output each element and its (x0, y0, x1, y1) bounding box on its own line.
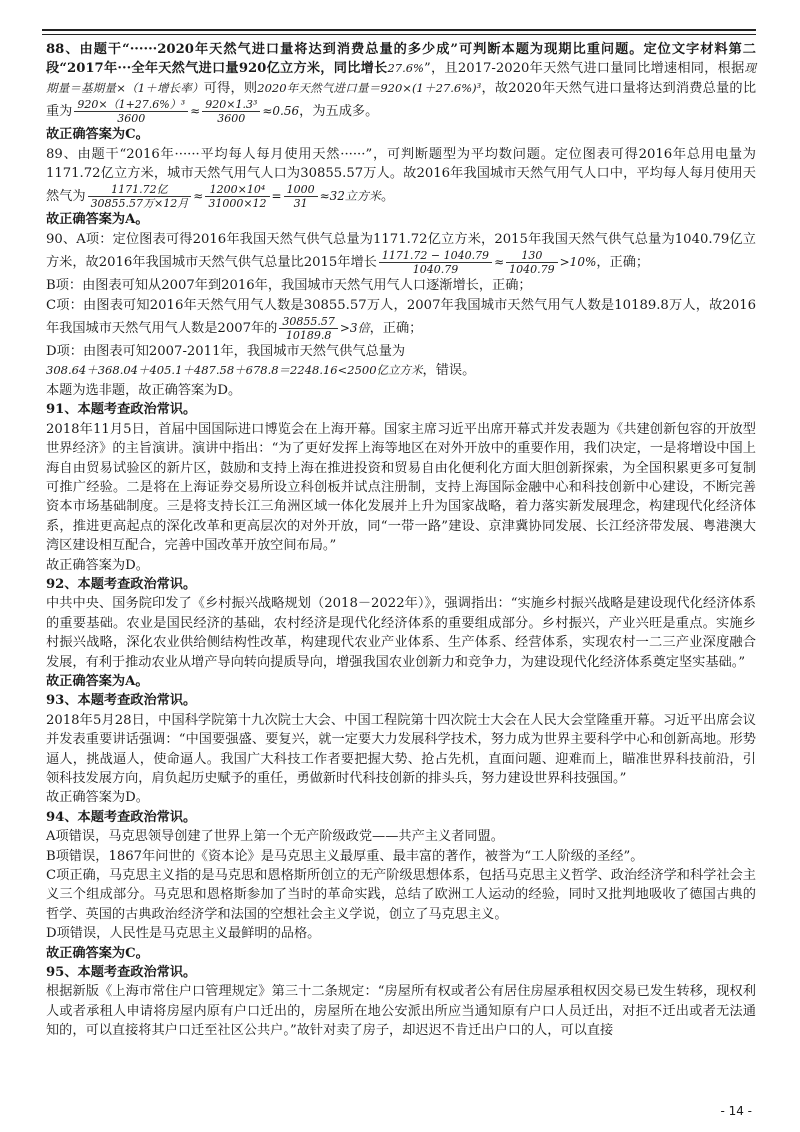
q94-heading: 94、本题考查政治常识。 (46, 809, 197, 825)
header-rule-thick (42, 29, 756, 31)
q90-a-fraction-1-denominator: 1040.79 (412, 263, 459, 277)
q88-approx-sign: ≈ (190, 104, 201, 119)
q90-a-fraction-1 (379, 249, 492, 276)
q90-c-fraction (279, 315, 338, 342)
q89-fraction-2 (205, 183, 269, 210)
q88-formula: 现期量＝基期量×（1＋增长率） (46, 61, 757, 95)
q88-result: ≈0.56 (262, 104, 300, 119)
q90-a-fraction-2 (506, 249, 558, 276)
q94-answer: 故正确答案为C。 (46, 945, 149, 961)
q89-equals-sign: = (271, 189, 282, 204)
q94-option-c: C项正确，马克思主义指的是马克思和恩格斯所创立的无产阶级思想体系，包括马克思主义哲学、政治经济学和科学社会主义三个组成部分。马克思和恩格斯参加了当时的革命实践，总结了欧洲工人运动的经验，同时又批判地吸收了德国古典的哲学、英国的古典政治经济学和法国的空想社会主义学说，创立了马克思主义。 (46, 868, 756, 922)
q90-d-text: D项：由图表可知2007-2011年，我国城市天然气供气总量为 (46, 344, 406, 360)
q88-fraction-1-numerator: 920×（1+27.6%）³ (74, 98, 188, 112)
q92-answer: 故正确答案为A。 (46, 673, 149, 689)
q90-a-fraction-2-numerator: 130 (506, 249, 558, 263)
q90-d-verdict: ，错误。 (422, 363, 476, 379)
q90-c-result: >3倍 (339, 321, 370, 336)
q89-fraction-1 (88, 183, 192, 210)
q90-c-fraction-denominator: 10189.8 (285, 329, 332, 343)
q90-a-verdict: ，正确； (596, 255, 650, 271)
q90-c-text: C项：由图表可知2016年天然气用气人数是30855.57万人，2007年我国城市天然气用气人数是10189.8万人，故2016年我国城市天然气用气人数是2007年的 (46, 297, 756, 337)
q93-answer: 故正确答案为D。 (46, 790, 149, 806)
q89-answer: 故正确答案为A。 (46, 212, 149, 228)
q88-text-2: ”，且2017-2020年天然气进口量同比增速相同，根据 (424, 61, 745, 77)
q88-paragraph (46, 40, 756, 125)
q89-paragraph (46, 145, 756, 211)
page-content (46, 40, 756, 1041)
q91-body: 2018年11月5日，首届中国国际进口博览会在上海开幕。国家主席习近平出席开幕式并发表题为《共建创新包容的开放型世界经济》的主旨演讲。演讲中指出：“为了更好发挥上海等地区在对外开放中的重要作用，我们决定，一是将增设中国上海自由贸易试验区的新片区，鼓励和支持上海在推进投资和贸易自由化便利化方面大胆创新探索，为全国积累更多可复制可推广经验。二是将在上海证券交易所设立科创板并试点注册制，支持上海国际金融中心和科技创新中心建设，不断完善资本市场基础制度。三是将支持长江三角洲区域一体化发展并上升为国家战略，着力落实新发展理念，构建现代化经济体系，推进更高起点的深化改革和更高层次的对外开放，同“一带一路”建设、京津冀协同发展、长江经济带发展、粤港澳大湾区建设相互配合，完善中国改革开放空间布局。” (46, 421, 756, 554)
q88-fraction-1 (74, 98, 188, 125)
q88-text-3: 可得，则 (203, 80, 258, 96)
q90-c-verdict: ，正确； (369, 321, 423, 337)
q91-heading: 91、本题考查政治常识。 (46, 402, 197, 418)
q90-d-sum: 308.64＋368.04＋405.1＋487.58＋678.8＝2248.16<2500亿立方米 (46, 363, 423, 378)
q89-approx-sign: ≈ (193, 189, 204, 204)
q90-c-fraction-numerator: 30855.57 (279, 315, 338, 329)
q90-option-d (46, 342, 756, 381)
q88-fraction-2 (202, 98, 260, 125)
q90-option-a (46, 230, 756, 276)
q93-body: 2018年5月28日，中国科学院第十九次院士大会、中国工程院第十四次院士大会在人民大会堂隆重开幕。习近平出席会议并发表重要讲话强调：“中国要强盛、要复兴，就一定要大力发展科学技术，努力成为世界主要科学中心和创新高地。形势逼人，挑战逼人，使命逼人。我国广大科技工作者要把握大势、抢占先机，直面问题、迎难而上，瞄准世界科技前沿，引领科技发展方向，肩负起历史赋予的重任，勇做新时代科技创新的排头兵，努力建设世界科技强国。” (46, 712, 756, 786)
page-number: - 14 - (720, 1104, 752, 1118)
q89-fraction-3-numerator: 1000 (284, 183, 318, 197)
q93-heading: 93、本题考查政治常识。 (46, 693, 197, 709)
q90-answer: 本题为选非题，故正确答案为D。 (46, 382, 242, 398)
q95-body: 根据新版《上海市常住户口管理规定》第三十二条规定：“房屋所有权或者公有居住房屋承租权因交易已发生转移，现权利人或者承租人申请将房屋内原有户口迁出的，房屋所在地公安派出所应当通知原有户口人员迁出，对拒不迁出或者无法通知的，可以直接将其户口迁至社区公共户。”故针对卖了房子，却迟迟不肯迁出户口的人，可以直接 (46, 984, 756, 1039)
q89-fraction-3 (284, 183, 318, 210)
q88-formula-2020: 2020年天然气进口量＝920×(1＋27.6%)³ (257, 80, 482, 95)
header-rule-thin (42, 34, 756, 35)
q89-result: ≈32立方米 (319, 189, 381, 204)
q88-fraction-2-denominator: 3600 (217, 112, 246, 126)
q90-approx-sign: ≈ (494, 255, 505, 270)
q89-fraction-1-numerator: 1171.72亿 (88, 183, 192, 197)
q90-a-text: 90、A项：定位图表可得2016年我国天然气供气总量为1171.72亿立方米，2015年我国天然气供气总量为1040.79亿立方米，故2016年我国城市天然气供气总量比2015年增长 (46, 231, 756, 271)
q90-option-c (46, 296, 756, 342)
q94-option-d: D项错误，人民性是马克思主义最鲜明的品格。 (46, 926, 321, 942)
q92-heading: 92、本题考查政治常识。 (46, 576, 197, 592)
q94-option-a: A项错误，马克思领导创建了世界上第一个无产阶级政党——共产主义者同盟。 (46, 829, 504, 845)
q89-fraction-3-denominator: 31 (293, 197, 308, 211)
q90-option-b: B项：由图表可知从2007年到2016年，我国城市天然气用气人口逐渐增长，正确； (46, 278, 532, 294)
q90-a-result: >10% (559, 255, 597, 270)
q88-answer: 故正确答案为C。 (46, 127, 149, 143)
q88-text-4: ，故2020年天然气进口量将达到消费总量的比重为 (46, 80, 757, 120)
q89-text-2: 。 (380, 189, 395, 205)
q88-text-1: 88、由题干“······2020年天然气进口量将达到消费总量的多少成”可判断本题为现期比重问题。定位文字材料第二段“2017年···全年天然气进口量920亿立方米，同比增长 (46, 42, 756, 77)
q92-body: 中共中央、国务院印发了《乡村振兴战略规划（2018－2022年）》，强调指出：“实施乡村振兴战略是建设现代化经济体系的重要基础。农业是国民经济的基础，农村经济是现代化经济体系的重要组成部分。乡村振兴，产业兴旺是重点。实施乡村振兴战略，深化农业供给侧结构性改革，构建现代农业产业体系、生产体系、经营体系，实现农村一二三产业深度融合发展，有利于推动农业从增产导向转向提质导向，增强我国农业创新力和竞争力，为建设现代化经济体系奠定坚实基础。” (46, 596, 756, 670)
q89-fraction-1-denominator: 30855.57万×12月 (90, 197, 189, 211)
q90-a-fraction-2-denominator: 1040.79 (509, 263, 555, 277)
q88-growth-rate: 27.6% (387, 61, 424, 76)
q89-text-1: 89、由题干“2016年······平均每人每月使用天然······”，可判断题型为平均数问题。定位图表可得2016年总用电量为1171.72亿立方米，城市天然气用气人口为30855.57万人。故2016年我国城市天然气用气人口中，平均每人每月使用天然气为 (46, 146, 756, 205)
q95-heading: 95、本题考查政治常识。 (46, 965, 197, 981)
q91-answer: 故正确答案为D。 (46, 557, 149, 573)
q88-fraction-2-numerator: 920×1.3³ (202, 98, 260, 112)
q94-option-b: B项错误，1867年问世的《资本论》是马克思主义最厚重、最丰富的著作，被誉为“工人阶级的圣经”。 (46, 848, 644, 864)
q88-fraction-1-denominator: 3600 (117, 112, 146, 126)
q88-text-5: ，为五成多。 (299, 104, 379, 120)
q89-fraction-2-numerator: 1200×10⁴ (205, 183, 269, 197)
q90-a-fraction-1-numerator: 1171.72 − 1040.79 (379, 249, 492, 263)
q89-fraction-2-denominator: 31000×12 (208, 197, 267, 211)
